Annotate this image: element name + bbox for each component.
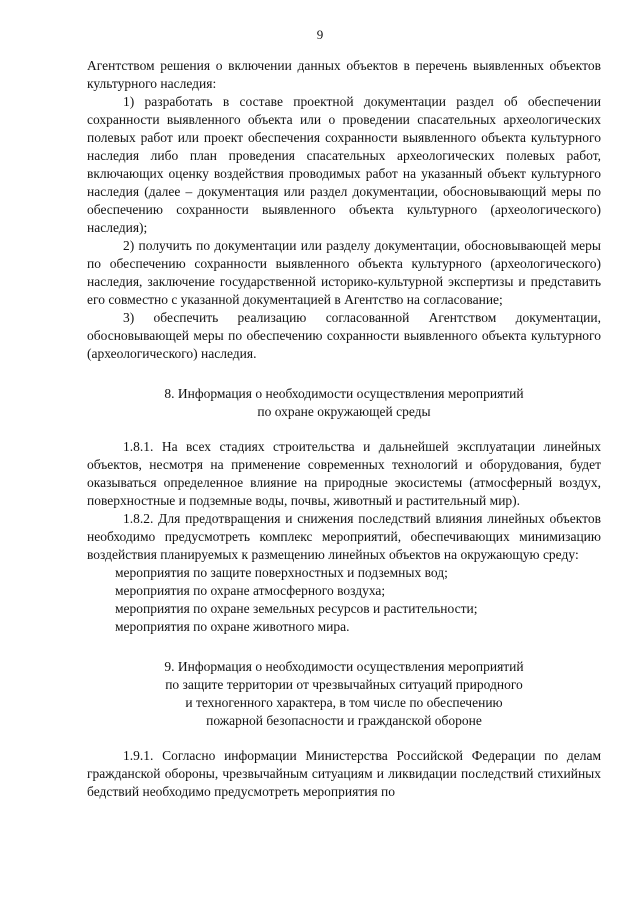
section-9-heading-line: по защите территории от чрезвычайных ситуаций природного xyxy=(165,677,523,692)
paragraph-item-1: 1) разработать в составе проектной документации раздел об обеспечении сохранности выявленного объекта или о проведении спасательных археологических полевых работ или проект обеспечения сохранности выявленного объекта культурного наследия либо план проведения спасательных археологических полевых работ, включающих оценку воздействия проводимых работ на указанный объект культурного наследия (далее – документация или раздел документации, обосновывающий меры по обеспечению сохранности выявленного объекта культурного (археологического) наследия); xyxy=(87,94,601,235)
measure-list-item: мероприятия по охране атмосферного воздуха; xyxy=(115,583,386,598)
section-8-heading xyxy=(87,385,601,421)
paragraph-item-2: 2) получить по документации или разделу документации, обосновывающей меры по обеспечению сохранности выявленного объекта культурного (археологического) наследия, заключение государственной историко-культурной экспертизы и представить его совместно с указанной документацией в Агентство на согласование; xyxy=(87,238,601,307)
paragraph-1-9-1: 1.9.1. Согласно информации Министерства Российской Федерации по делам гражданской обороны, чрезвычайным ситуациям и ликвидации последствий стихийных бедствий необходимо предусмотреть мероприятия по xyxy=(87,748,601,799)
paragraph-1-8-2: 1.8.2. Для предотвращения и снижения последствий влияния линейных объектов необходимо предусмотреть комплекс мероприятий, обеспечивающих минимизацию воздействия планируемых к размещению линейных объектов на окружающую среду: xyxy=(87,511,601,562)
section-8-heading-line: по охране окружающей среды xyxy=(257,404,431,419)
paragraph-1-8-1: 1.8.1. На всех стадиях строительства и дальнейшей эксплуатации линейных объектов, несмотря на применение современных технологий и оборудования, будет оказываться определенное влияние на природные экосистемы (атмосферный воздух, поверхностные и подземные воды, почвы, животный и растительный мир). xyxy=(87,439,601,508)
section-9-heading xyxy=(87,658,601,730)
measure-list-item: мероприятия по охране животного мира. xyxy=(115,619,350,634)
measure-list-item: мероприятия по защите поверхностных и подземных вод; xyxy=(115,565,448,580)
document-body xyxy=(87,57,601,801)
section-9-heading-line: 9. Информация о необходимости осуществления мероприятий xyxy=(164,659,524,674)
paragraph-intro-continuation: Агентством решения о включении данных объектов в перечень выявленных объектов культурного наследия: xyxy=(87,58,601,91)
measure-list-item: мероприятия по охране земельных ресурсов и растительности; xyxy=(115,601,478,616)
paragraph-item-3: 3) обеспечить реализацию согласованной Агентством документации, обосновывающей меры по обеспечению сохранности выявленного объекта культурного (археологического) наследия. xyxy=(87,310,601,361)
section-9-heading-line: пожарной безопасности и гражданской обороне xyxy=(206,713,482,728)
section-8-heading-line: 8. Информация о необходимости осуществления мероприятий xyxy=(164,386,524,401)
page-number: 9 xyxy=(316,27,324,42)
section-9-heading-line: и техногенного характера, в том числе по обеспечению xyxy=(185,695,503,710)
